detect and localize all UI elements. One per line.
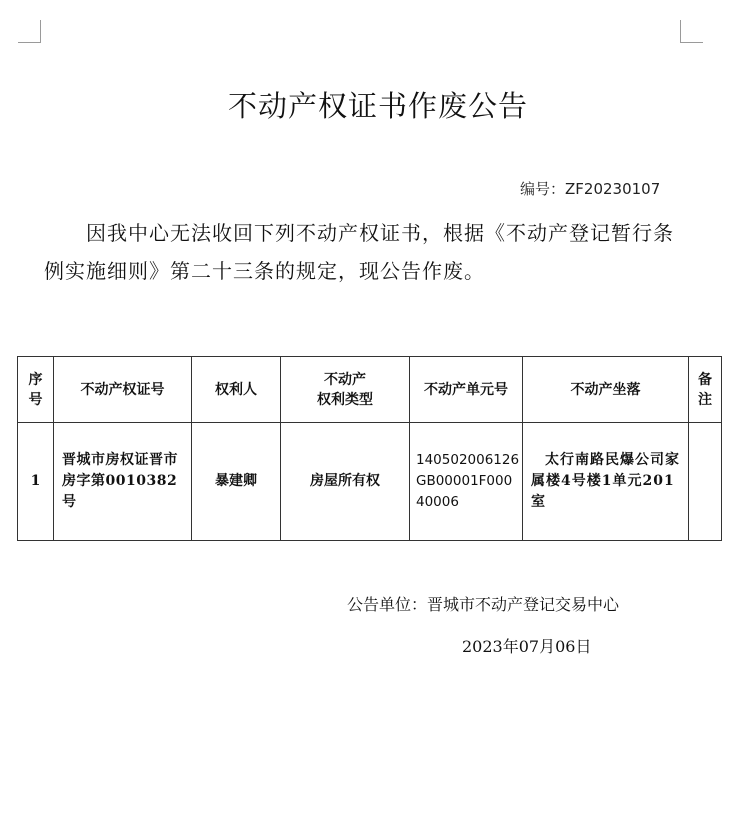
header-right-type xyxy=(281,357,410,423)
table-row xyxy=(18,423,722,541)
issuer-line: 公告单位：晋城市不动产登记交易中心 xyxy=(347,595,620,614)
cell-right-type: 房屋所有权 xyxy=(281,423,410,541)
header-right-type-line1: 不动产 xyxy=(324,371,366,388)
header-holder: 权利人 xyxy=(192,357,281,423)
table-header-row xyxy=(18,357,722,423)
certificate-table xyxy=(17,356,722,541)
cell-location: 太行南路民爆公司家属楼4号楼1单元201室 xyxy=(523,423,689,541)
announcement-body: 因我中心无法收回下列不动产权证书，根据《不动产登记暂行条例实施细则》第二十三条的规定，现公告作废。 xyxy=(44,221,674,283)
header-location: 不动产坐落 xyxy=(523,357,689,423)
cell-seq: 1 xyxy=(18,423,54,541)
header-right-type-line2: 权利类型 xyxy=(317,391,373,408)
header-unit-no: 不动产单元号 xyxy=(410,357,523,423)
header-certificate-no: 不动产权证号 xyxy=(54,357,192,423)
cell-certificate-no: 晋城市房权证晋市房字第0010382号 xyxy=(54,423,192,541)
header-seq: 序号 xyxy=(18,357,54,423)
header-remarks: 备注 xyxy=(689,357,722,423)
page-corner-mark-top-right xyxy=(680,20,703,43)
page-corner-mark-top-left xyxy=(18,20,41,43)
document-title: 不动产权证书作废公告 xyxy=(227,89,528,123)
issue-date: 2023年07月06日 xyxy=(462,637,592,656)
document-number: 编号：ZF20230107 xyxy=(520,180,661,198)
cell-remarks xyxy=(689,423,722,541)
cell-holder: 暴建卿 xyxy=(192,423,281,541)
cell-unit-no: 140502006126GB00001F00040006 xyxy=(410,423,523,541)
